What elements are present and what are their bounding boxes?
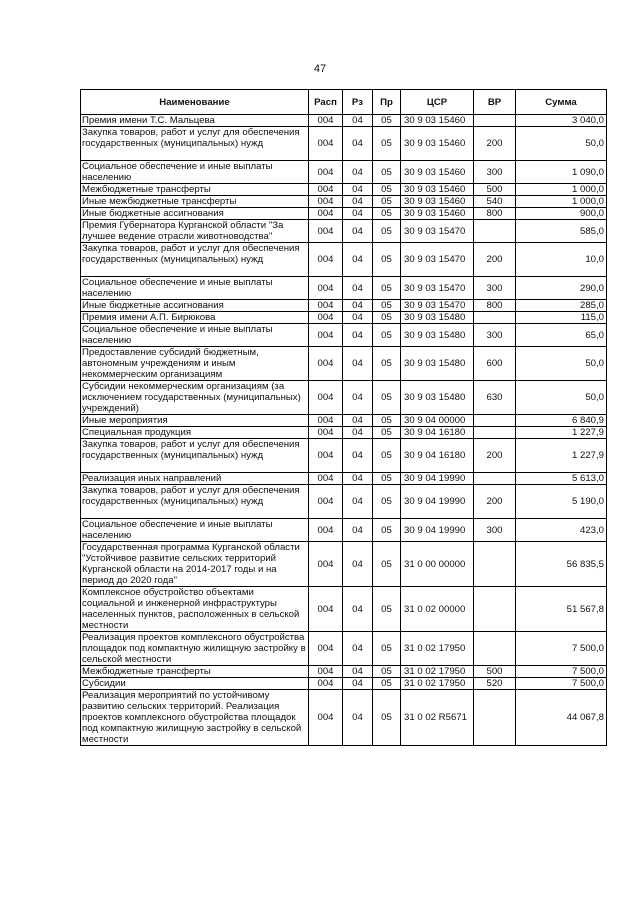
cell-rasp: 004 <box>309 115 343 127</box>
cell-csr: 30 9 03 15470 <box>401 300 474 312</box>
cell-name: Иные бюджетные ассигнования <box>81 208 309 220</box>
cell-rz: 04 <box>343 485 373 519</box>
cell-vr: 540 <box>474 196 516 208</box>
cell-csr: 31 0 02 17950 <box>401 666 474 678</box>
cell-sum: 423,0 <box>516 519 607 542</box>
cell-vr: 200 <box>474 439 516 473</box>
cell-vr: 630 <box>474 381 516 415</box>
col-header-csr: ЦСР <box>401 90 474 115</box>
table-row <box>81 473 607 485</box>
cell-csr: 30 9 03 15460 <box>401 196 474 208</box>
cell-pr: 05 <box>373 208 401 220</box>
cell-vr: 300 <box>474 161 516 184</box>
cell-pr: 05 <box>373 196 401 208</box>
cell-vr <box>474 115 516 127</box>
cell-name: Реализация проектов комплексного обустройства площадок под компактную жилищную застройку в сельской местности <box>81 632 309 666</box>
cell-name: Закупка товаров, работ и услуг для обеспечения государственных (муниципальных) нужд <box>81 127 309 161</box>
cell-sum: 1 000,0 <box>516 196 607 208</box>
table-row <box>81 381 607 415</box>
cell-rasp: 004 <box>309 220 343 243</box>
cell-csr: 31 0 02 R5671 <box>401 690 474 746</box>
cell-pr: 05 <box>373 415 401 427</box>
cell-sum: 51 567,8 <box>516 587 607 632</box>
cell-name: Предоставление субсидий бюджетным, автономным учреждениям и иным некоммерческим организациям <box>81 347 309 381</box>
cell-rasp: 004 <box>309 381 343 415</box>
cell-pr: 05 <box>373 666 401 678</box>
cell-vr <box>474 542 516 587</box>
cell-rz: 04 <box>343 473 373 485</box>
cell-rasp: 004 <box>309 519 343 542</box>
cell-rz: 04 <box>343 115 373 127</box>
cell-rasp: 004 <box>309 184 343 196</box>
cell-rasp: 004 <box>309 415 343 427</box>
cell-vr: 200 <box>474 243 516 277</box>
cell-sum: 5 190,0 <box>516 485 607 519</box>
cell-csr: 31 0 02 17950 <box>401 632 474 666</box>
cell-rz: 04 <box>343 220 373 243</box>
cell-name: Иные межбюджетные трансферты <box>81 196 309 208</box>
cell-csr: 30 9 04 19990 <box>401 485 474 519</box>
cell-sum: 56 835,5 <box>516 542 607 587</box>
cell-rz: 04 <box>343 690 373 746</box>
budget-table <box>80 89 607 746</box>
cell-rz: 04 <box>343 324 373 347</box>
table-row <box>81 161 607 184</box>
cell-vr <box>474 690 516 746</box>
cell-rasp: 004 <box>309 542 343 587</box>
cell-name: Иные бюджетные ассигнования <box>81 300 309 312</box>
cell-rz: 04 <box>343 415 373 427</box>
cell-csr: 30 9 03 15460 <box>401 184 474 196</box>
cell-sum: 585,0 <box>516 220 607 243</box>
cell-rasp: 004 <box>309 587 343 632</box>
cell-pr: 05 <box>373 324 401 347</box>
cell-rasp: 004 <box>309 666 343 678</box>
cell-csr: 30 9 03 15460 <box>401 161 474 184</box>
cell-csr: 31 0 02 17950 <box>401 678 474 690</box>
cell-sum: 44 067,8 <box>516 690 607 746</box>
cell-sum: 10,0 <box>516 243 607 277</box>
cell-vr: 520 <box>474 678 516 690</box>
cell-rasp: 004 <box>309 277 343 300</box>
cell-csr: 31 0 00 00000 <box>401 542 474 587</box>
cell-rasp: 004 <box>309 473 343 485</box>
table-row <box>81 115 607 127</box>
cell-vr <box>474 587 516 632</box>
cell-name: Социальное обеспечение и иные выплаты населению <box>81 161 309 184</box>
col-header-pr: Пр <box>373 90 401 115</box>
cell-csr: 30 9 04 19990 <box>401 473 474 485</box>
table-row <box>81 196 607 208</box>
cell-sum: 1 227,9 <box>516 439 607 473</box>
cell-vr <box>474 415 516 427</box>
cell-vr <box>474 312 516 324</box>
cell-pr: 05 <box>373 127 401 161</box>
cell-csr: 31 0 02 00000 <box>401 587 474 632</box>
cell-pr: 05 <box>373 427 401 439</box>
cell-rasp: 004 <box>309 312 343 324</box>
cell-sum: 3 040,0 <box>516 115 607 127</box>
cell-csr: 30 9 03 15470 <box>401 277 474 300</box>
col-header-vr: ВР <box>474 90 516 115</box>
cell-pr: 05 <box>373 161 401 184</box>
cell-csr: 30 9 03 15460 <box>401 115 474 127</box>
cell-sum: 1 090,0 <box>516 161 607 184</box>
cell-rasp: 004 <box>309 427 343 439</box>
table-row <box>81 439 607 473</box>
cell-rasp: 004 <box>309 300 343 312</box>
cell-vr <box>474 632 516 666</box>
cell-vr <box>474 220 516 243</box>
cell-rz: 04 <box>343 208 373 220</box>
cell-name: Государственная программа Курганской области "Устойчивое развитие сельских территорий Курганской области на 2014-2017 годы и на период до 2020 года" <box>81 542 309 587</box>
cell-rz: 04 <box>343 427 373 439</box>
cell-rz: 04 <box>343 632 373 666</box>
cell-pr: 05 <box>373 632 401 666</box>
cell-pr: 05 <box>373 277 401 300</box>
table-row <box>81 220 607 243</box>
cell-name: Иные мероприятия <box>81 415 309 427</box>
cell-vr: 300 <box>474 519 516 542</box>
cell-rasp: 004 <box>309 161 343 184</box>
cell-name: Премия Губернатора Курганской области "За лучшее ведение отрасли животноводства" <box>81 220 309 243</box>
cell-vr: 500 <box>474 666 516 678</box>
cell-sum: 50,0 <box>516 381 607 415</box>
cell-vr: 300 <box>474 277 516 300</box>
cell-sum: 115,0 <box>516 312 607 324</box>
cell-rasp: 004 <box>309 485 343 519</box>
cell-pr: 05 <box>373 690 401 746</box>
table-row <box>81 324 607 347</box>
cell-pr: 05 <box>373 115 401 127</box>
cell-name: Субсидии <box>81 678 309 690</box>
cell-vr: 500 <box>474 184 516 196</box>
cell-name: Специальная продукция <box>81 427 309 439</box>
cell-rasp: 004 <box>309 632 343 666</box>
cell-csr: 30 9 04 16180 <box>401 439 474 473</box>
cell-rz: 04 <box>343 127 373 161</box>
cell-name: Закупка товаров, работ и услуг для обеспечения государственных (муниципальных) нужд <box>81 485 309 519</box>
cell-pr: 05 <box>373 300 401 312</box>
cell-rz: 04 <box>343 277 373 300</box>
cell-csr: 30 9 04 19990 <box>401 519 474 542</box>
cell-name: Закупка товаров, работ и услуг для обеспечения государственных (муниципальных) нужд <box>81 439 309 473</box>
cell-rasp: 004 <box>309 347 343 381</box>
cell-name: Реализация иных направлений <box>81 473 309 485</box>
cell-pr: 05 <box>373 485 401 519</box>
cell-csr: 30 9 03 15480 <box>401 347 474 381</box>
cell-name: Комплексное обустройство объектами социальной и инженерной инфраструктуры населенных пунктов, расположенных в сельской местности <box>81 587 309 632</box>
col-header-rasp: Расп <box>309 90 343 115</box>
cell-rasp: 004 <box>309 324 343 347</box>
cell-rz: 04 <box>343 439 373 473</box>
table-row <box>81 184 607 196</box>
cell-sum: 65,0 <box>516 324 607 347</box>
cell-rz: 04 <box>343 300 373 312</box>
table-header-row <box>81 90 607 115</box>
cell-vr <box>474 473 516 485</box>
cell-name: Социальное обеспечение и иные выплаты населению <box>81 277 309 300</box>
table-row <box>81 587 607 632</box>
cell-pr: 05 <box>373 184 401 196</box>
cell-rasp: 004 <box>309 690 343 746</box>
cell-sum: 285,0 <box>516 300 607 312</box>
cell-pr: 05 <box>373 439 401 473</box>
table-row <box>81 347 607 381</box>
cell-rz: 04 <box>343 312 373 324</box>
cell-vr: 800 <box>474 208 516 220</box>
cell-rz: 04 <box>343 243 373 277</box>
table-row <box>81 632 607 666</box>
cell-rasp: 004 <box>309 196 343 208</box>
cell-name: Субсидии некоммерческим организациям (за исключением государственных (муниципальных) учреждений) <box>81 381 309 415</box>
cell-rz: 04 <box>343 587 373 632</box>
col-header-rz: Рз <box>343 90 373 115</box>
table-row <box>81 208 607 220</box>
cell-rz: 04 <box>343 347 373 381</box>
cell-sum: 1 000,0 <box>516 184 607 196</box>
cell-rz: 04 <box>343 678 373 690</box>
table-row <box>81 312 607 324</box>
table-row <box>81 678 607 690</box>
cell-name: Социальное обеспечение и иные выплаты населению <box>81 519 309 542</box>
cell-name: Социальное обеспечение и иные выплаты населению <box>81 324 309 347</box>
table-row <box>81 485 607 519</box>
cell-rz: 04 <box>343 542 373 587</box>
cell-sum: 7 500,0 <box>516 666 607 678</box>
cell-sum: 5 613,0 <box>516 473 607 485</box>
cell-csr: 30 9 03 15480 <box>401 381 474 415</box>
cell-vr: 200 <box>474 485 516 519</box>
cell-csr: 30 9 04 16180 <box>401 427 474 439</box>
table-row <box>81 243 607 277</box>
cell-rz: 04 <box>343 161 373 184</box>
cell-pr: 05 <box>373 519 401 542</box>
cell-sum: 1 227,9 <box>516 427 607 439</box>
cell-vr <box>474 427 516 439</box>
cell-rasp: 004 <box>309 678 343 690</box>
page-number: 47 <box>313 63 327 75</box>
cell-name: Закупка товаров, работ и услуг для обеспечения государственных (муниципальных) нужд <box>81 243 309 277</box>
cell-csr: 30 9 03 15460 <box>401 127 474 161</box>
col-header-sum: Сумма <box>516 90 607 115</box>
cell-rasp: 004 <box>309 127 343 161</box>
cell-sum: 50,0 <box>516 127 607 161</box>
cell-csr: 30 9 03 15470 <box>401 220 474 243</box>
cell-csr: 30 9 03 15480 <box>401 324 474 347</box>
cell-rz: 04 <box>343 666 373 678</box>
cell-pr: 05 <box>373 243 401 277</box>
table-row <box>81 415 607 427</box>
cell-rasp: 004 <box>309 208 343 220</box>
table-row <box>81 277 607 300</box>
col-header-name: Наименование <box>81 90 309 115</box>
cell-pr: 05 <box>373 312 401 324</box>
table-row <box>81 519 607 542</box>
cell-sum: 7 500,0 <box>516 678 607 690</box>
cell-name: Премия имени Т.С. Мальцева <box>81 115 309 127</box>
cell-name: Реализация мероприятий по устойчивому развитию сельских территорий. Реализация проектов комплексного обустройства площадок под компактную жилищную застройку в сельской местности <box>81 690 309 746</box>
cell-sum: 290,0 <box>516 277 607 300</box>
table-row <box>81 427 607 439</box>
cell-pr: 05 <box>373 587 401 632</box>
cell-rz: 04 <box>343 381 373 415</box>
cell-vr: 600 <box>474 347 516 381</box>
cell-sum: 50,0 <box>516 347 607 381</box>
cell-rz: 04 <box>343 196 373 208</box>
cell-rasp: 004 <box>309 243 343 277</box>
cell-pr: 05 <box>373 542 401 587</box>
cell-pr: 05 <box>373 678 401 690</box>
table-row <box>81 666 607 678</box>
cell-csr: 30 9 03 15460 <box>401 208 474 220</box>
cell-sum: 6 840,9 <box>516 415 607 427</box>
cell-name: Межбюджетные трансферты <box>81 666 309 678</box>
cell-vr: 200 <box>474 127 516 161</box>
cell-csr: 30 9 03 15480 <box>401 312 474 324</box>
cell-pr: 05 <box>373 347 401 381</box>
cell-pr: 05 <box>373 473 401 485</box>
cell-name: Межбюджетные трансферты <box>81 184 309 196</box>
cell-sum: 900,0 <box>516 208 607 220</box>
cell-rz: 04 <box>343 184 373 196</box>
cell-pr: 05 <box>373 381 401 415</box>
cell-rasp: 004 <box>309 439 343 473</box>
cell-csr: 30 9 03 15470 <box>401 243 474 277</box>
cell-pr: 05 <box>373 220 401 243</box>
table-row <box>81 542 607 587</box>
cell-rz: 04 <box>343 519 373 542</box>
cell-name: Премия имени А.П. Бирюкова <box>81 312 309 324</box>
table-row <box>81 300 607 312</box>
cell-sum: 7 500,0 <box>516 632 607 666</box>
cell-csr: 30 9 04 00000 <box>401 415 474 427</box>
table-row <box>81 127 607 161</box>
table-row <box>81 690 607 746</box>
cell-vr: 300 <box>474 324 516 347</box>
cell-vr: 800 <box>474 300 516 312</box>
